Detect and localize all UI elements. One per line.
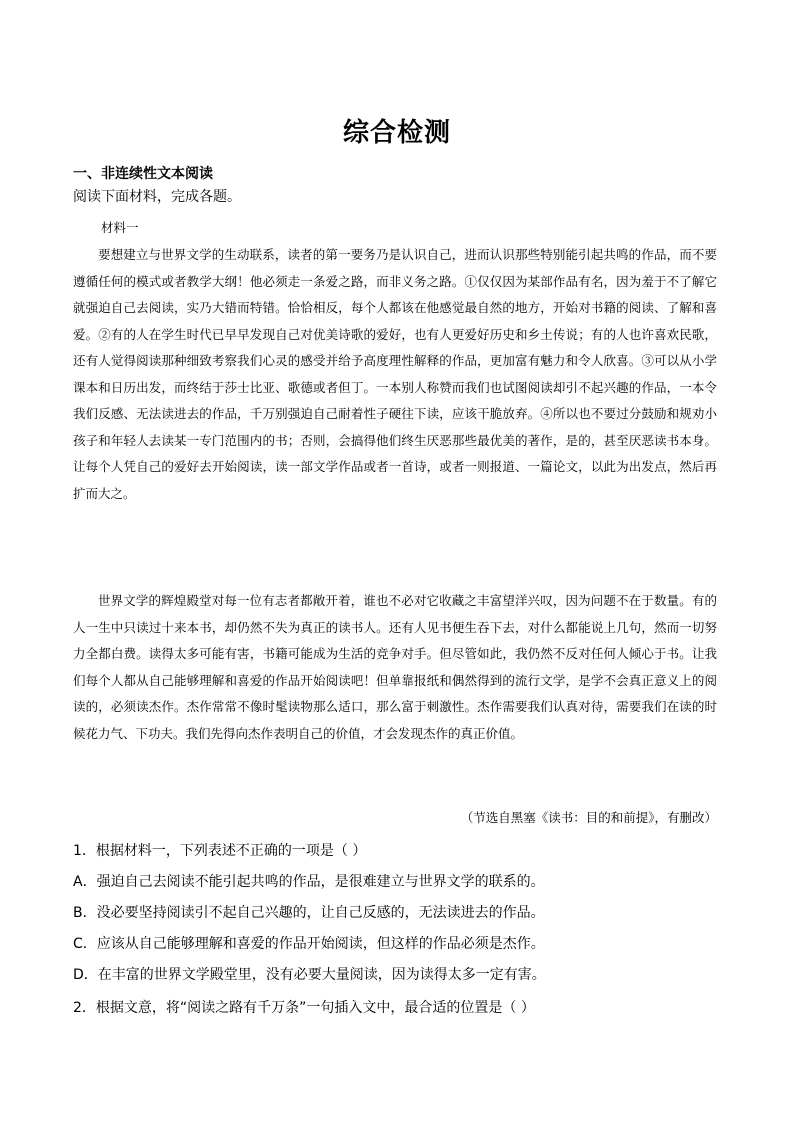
question-1-option-c: C．应该从自己能够理解和喜爱的作品开始阅读，但这样的作品必须是杰作。: [73, 936, 545, 952]
material-paragraph-2: 世界文学的辉煌殿堂对每一位有志者都敞开着，谁也不必对它收藏之丰富望洋兴叹，因为问题不在于数量。有的人一生中只读过十来本书，却仍然不失为真正的读书人。还有人见书便生吞下去，对什么都能说上几句，然而一切努力全都白费。读得太多可能有害，书籍可能成为生活的竞争对手。但尽管如此，我仍然不反对任何人倾心于书。让我们每个人都从自己能够理解和喜爱的作品开始阅读吧！但单靠报纸和偶然得到的流行文学，是学不会真正意义上的阅读的，必须读杰作。杰作常常不像时髦读物那么适口，那么富于刺激性。杰作需要我们认真对待，需要我们在读的时候花力气、下功夫。我们先得向杰作表明自己的价值，才会发现杰作的真正价值。: [73, 593, 717, 741]
question-1-option-a: A．强迫自己去阅读不能引起共鸣的作品，是很难建立与世界文学的联系的。: [73, 874, 545, 890]
material-label: 材料一: [101, 220, 139, 235]
question-1-option-d: D．在丰富的世界文学殿堂里，没有必要大量阅读，因为读得太多一定有害。: [73, 967, 546, 983]
reading-instruction: 阅读下面材料，完成各题。: [73, 189, 241, 205]
question-2-stem: 2．根据文意，将“阅读之路有千万条”一句插入文中，最合适的位置是（ ）: [73, 1000, 535, 1016]
page-title: 综合检测: [342, 118, 451, 148]
material-paragraph-1: 要想建立与世界文学的生动联系，读者的第一要务乃是认识自己，进而认识那些特别能引起共鸣的作品，而不要遵循任何的模式或者教学大纲！他必须走一条爱之路，而非义务之路。①仅仅因为某部作品有名，因为羞于不了解它就强迫自己去阅读，实乃大错而特错。恰恰相反，每个人都该在他感觉最自然的地方，开始对书籍的阅读、了解和喜爱。②有的人在学生时代已早早发现自己对优美诗歌的爱好，也有人更爱好历史和乡土传说；有的人也许喜欢民歌，还有人觉得阅读那种细致考察我们心灵的感受并给予高度理性解释的作品，更加富有魅力和令人欣喜。③可以从小学课本和日历出发，而终结于莎士比亚、歌德或者但丁。一本别人称赞而我们也试图阅读却引不起兴趣的作品，一本令我们反感、无法读进去的作品，千万别强迫自己耐着性子硬往下读，应该干脆放弃。④所以也不要过分鼓励和规劝小孩子和年轻人去读某一专门范围内的书；否则，会搞得他们终生厌恶那些最优美的著作，是的，甚至厌恶读书本身。让每个人凭自己的爱好去开始阅读，读一部文学作品或者一首诗，或者一则报道、一篇论文，以此为出发点，然后再扩而大之。: [73, 247, 717, 501]
section-heading: 一、非连续性文本阅读: [73, 166, 213, 182]
source-citation: （节选自黑塞《读书：目的和前提》，有删改）: [460, 810, 717, 825]
question-1-option-b: B．没必要坚持阅读引不起自己兴趣的，让自己反感的，无法读进去的作品。: [73, 905, 545, 921]
question-1-stem: 1．根据材料一，下列表述不正确的一项是（ ）: [73, 843, 367, 859]
